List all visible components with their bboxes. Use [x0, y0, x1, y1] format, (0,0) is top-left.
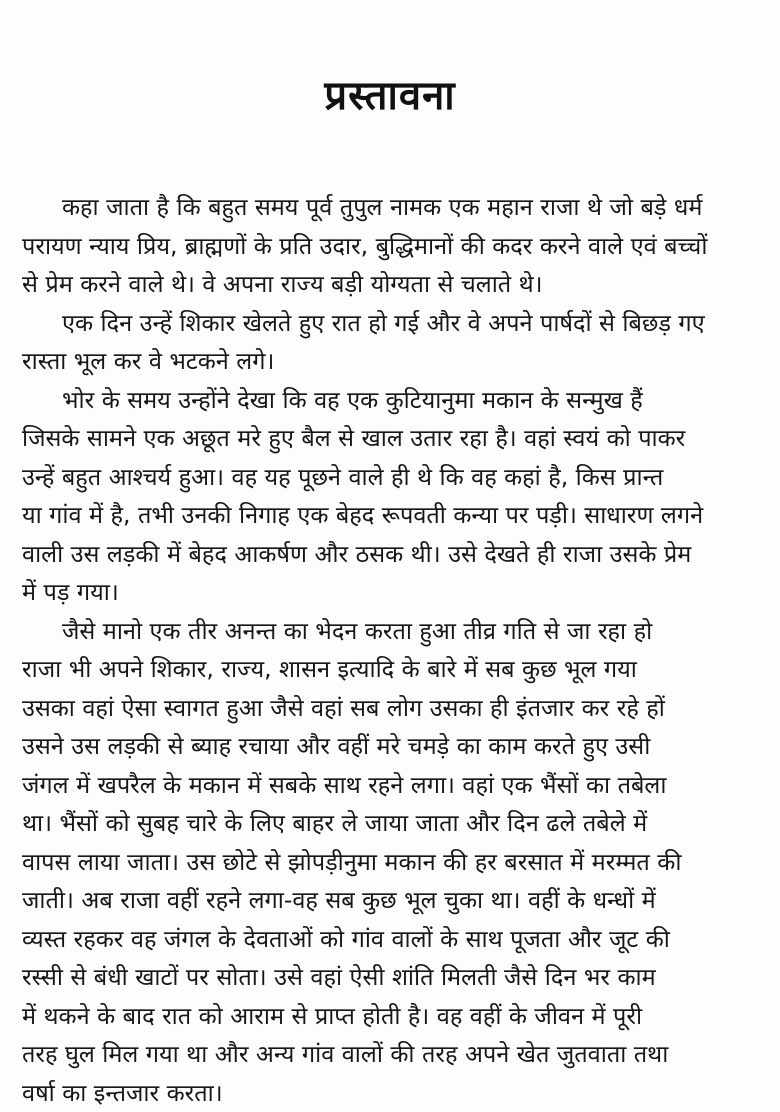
- text-line: जाती। अब राजा वहीं रहने लगा-वह सब कुछ भूल चुका था। वहीं के धन्धों में: [22, 881, 780, 920]
- text-line: से प्रेम करने वाले थे। वे अपना राज्य बड़ी योग्यता से चलाते थे।: [22, 265, 780, 304]
- body-text: [22, 188, 780, 1112]
- text-line: या गांव में है, तभी उनकी निगाह एक बेहद रूपवती कन्या पर पड़ी। साधारण लगने: [22, 496, 780, 535]
- text-line: में थकने के बाद रात को आराम से प्राप्त होती है। वह वहीं के जीवन में पूरी: [22, 997, 780, 1036]
- paragraph-2: [22, 304, 780, 381]
- text-line: रस्सी से बंधी खाटों पर सोता। उसे वहां ऐसी शांति मिलती जैसे दिन भर काम: [22, 958, 780, 997]
- text-line: उसका वहां ऐसा स्वागत हुआ जैसे वहां सब लोग उसका ही इंतजार कर रहे हों: [22, 689, 780, 728]
- text-line: वाली उस लड़की में बेहद आकर्षण और ठसक थी। उसे देखते ही राजा उसके प्रेम: [22, 535, 780, 574]
- text-line: व्यस्त रहकर वह जंगल के देवताओं को गांव वालों के साथ पूजता और जूट की: [22, 920, 780, 959]
- paragraph-3: [22, 381, 780, 612]
- text-line: उन्हें बहुत आश्चर्य हुआ। वह यह पूछने वाले ही थे कि वह कहां है, किस प्रान्त: [22, 458, 780, 497]
- text-line: कहा जाता है कि बहुत समय पूर्व तुपुल नामक एक महान राजा थे जो बड़े धर्म: [22, 188, 780, 227]
- text-line: जिसके सामने एक अछूत मरे हुए बैल से खाल उतार रहा है। वहां स्वयं को पाकर: [22, 419, 780, 458]
- text-line: एक दिन उन्हें शिकार खेलते हुए रात हो गई और वे अपने पार्षदों से बिछड़ गए: [22, 304, 780, 343]
- text-line: परायण न्याय प्रिय, ब्राह्मणों के प्रति उदार, बुद्धिमानों की कदर करने वाले एवं बच्चों: [22, 227, 780, 266]
- text-line: तरह घुल मिल गया था और अन्य गांव वालों की तरह अपने खेत जुतवाता तथा: [22, 1035, 780, 1074]
- paragraph-1: [22, 188, 780, 304]
- page-title: प्रस्तावना: [0, 66, 780, 121]
- text-line: वर्षा का इन्तजार करता।: [22, 1074, 780, 1112]
- text-line: था। भैंसों को सुबह चारे के लिए बाहर ले जाया जाता और दिन ढले तबेले में: [22, 804, 780, 843]
- text-line: जंगल में खपरैल के मकान में सबके साथ रहने लगा। वहां एक भैंसों का तबेला: [22, 766, 780, 805]
- text-line: उसने उस लड़की से ब्याह रचाया और वहीं मरे चमड़े का काम करते हुए उसी: [22, 727, 780, 766]
- text-line: में पड़ गया।: [22, 573, 780, 612]
- text-line: वापस लाया जाता। उस छोटे से झोपड़ीनुमा मकान की हर बरसात में मरम्मत की: [22, 843, 780, 882]
- text-line: राजा भी अपने शिकार, राज्य, शासन इत्यादि के बारे में सब कुछ भूल गया: [22, 650, 780, 689]
- text-line: भोर के समय उन्होंने देखा कि वह एक कुटियानुमा मकान के सन्मुख हैं: [22, 381, 780, 420]
- text-line: जैसे मानो एक तीर अनन्त का भेदन करता हुआ तीव्र गति से जा रहा हो: [22, 612, 780, 651]
- paragraph-4: [22, 612, 780, 1112]
- text-line: रास्ता भूल कर वे भटकने लगे।: [22, 342, 780, 381]
